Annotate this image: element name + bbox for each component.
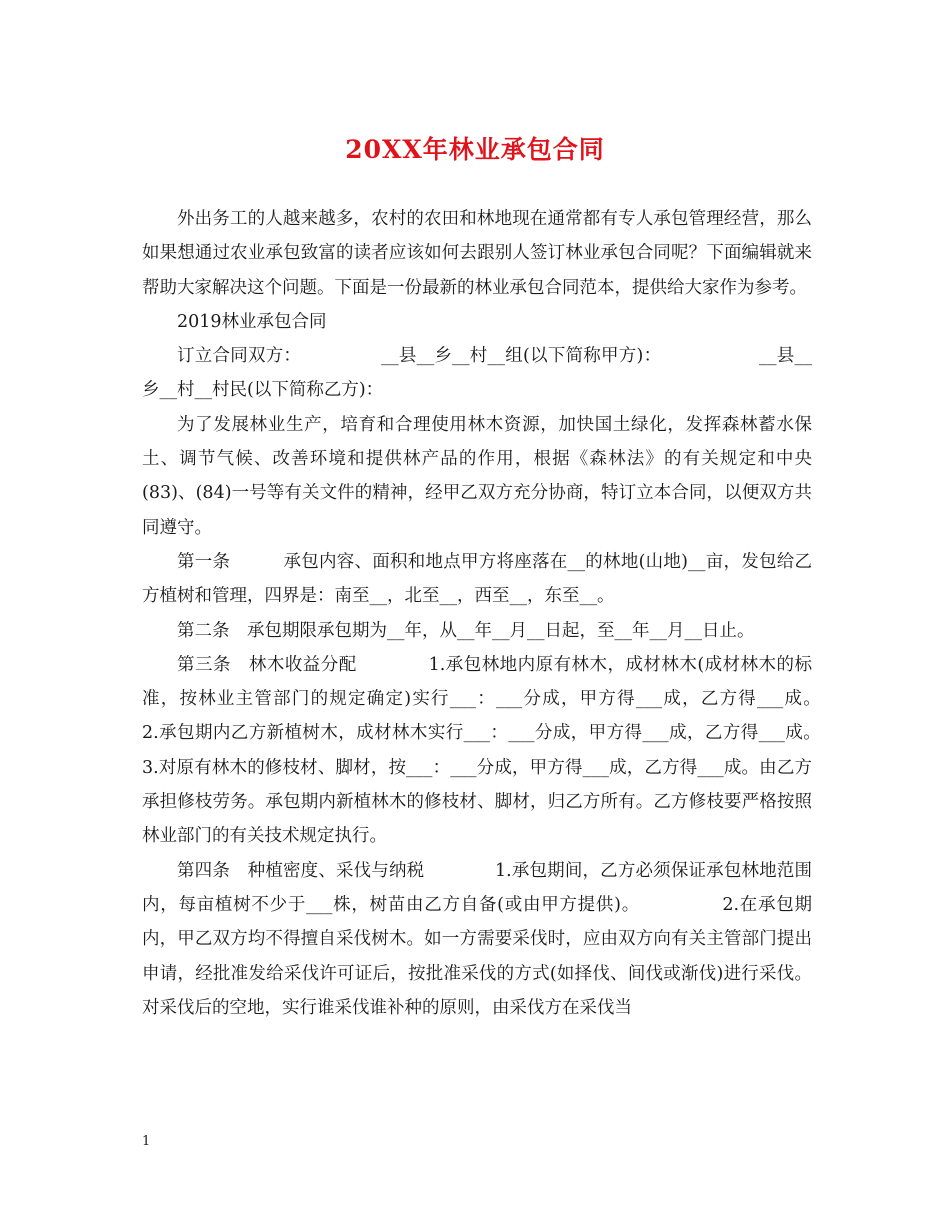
purpose-paragraph: 为了发展林业生产，培育和合理使用林木资源，加快国土绿化，发挥森林蓄水保土、调节气候、改善环境和提供林产品的作用，根据《森林法》的有关规定和中央(83)、(84)一号等有关文件的精神，经甲乙双方充分协商，特订立本合同，以便双方共同遵守。	[142, 414, 812, 538]
page-number: 1	[142, 1134, 151, 1149]
article-4-paragraph: 第四条 种植密度、采伐与纳税 1.承包期间，乙方必须保证承包林地范围内，每亩植树不少于___株，树苗由乙方自备(或由甲方提供)。 2.在承包期内，甲乙双方均不得擅自采伐树木。如一方需要采伐时，应由双方向有关主管部门提出申请，经批准发给采伐许可证后，按批准采伐的方式(如择伐、间伐或渐伐)进行采伐。对采伐后的空地，实行谁采伐谁补种的原则，由采伐方在采伐当	[142, 860, 812, 1018]
document-title: 20XX年林业承包合同	[345, 135, 605, 164]
article-3-paragraph: 第三条 林木收益分配 1.承包林地内原有林木，成材林木(成材林木的标准，按林业主管部门的规定确定)实行___：___分成，甲方得___成，乙方得___成。 2.承包期内乙方新植树木，成材林木实行___：___分成，甲方得___成，乙方得___成。 3.对原有林木的修枝材、脚材，按___：___分成，甲方得___成，乙方得___成。由乙方承担修枝劳务。承包期内新植林木的修枝材、脚材，归乙方所有。乙方修枝要严格按照林业部门的有关技术规定执行。	[142, 654, 900, 847]
article-2-paragraph: 第二条 承包期限承包期为__年，从__年__月__日起，至__年__月__日止。	[177, 620, 755, 641]
document-body	[142, 202, 900, 1025]
intro-paragraph: 外出务工的人越来越多，农村的农田和林地现在通常都有专人承包管理经营，那么如果想通过农业承包致富的读者应该如何去跟别人签订林业承包合同呢？下面编辑就来帮助大家解决这个问题。下面是一份最新的林业承包合同范本，提供给大家作为参考。	[142, 209, 812, 298]
article-1-paragraph: 第一条 承包内容、面积和地点甲方将座落在__的林地(山地)__亩，发包给乙方植树和管理，四界是：南至__，北至__，西至__，东至__。	[142, 551, 812, 607]
contract-heading: 2019林业承包合同	[177, 311, 327, 332]
parties-paragraph: 订立合同双方： __县__乡__村__组(以下简称甲方)： __县__乡__村__村民(以下简称乙方)：	[142, 346, 812, 401]
